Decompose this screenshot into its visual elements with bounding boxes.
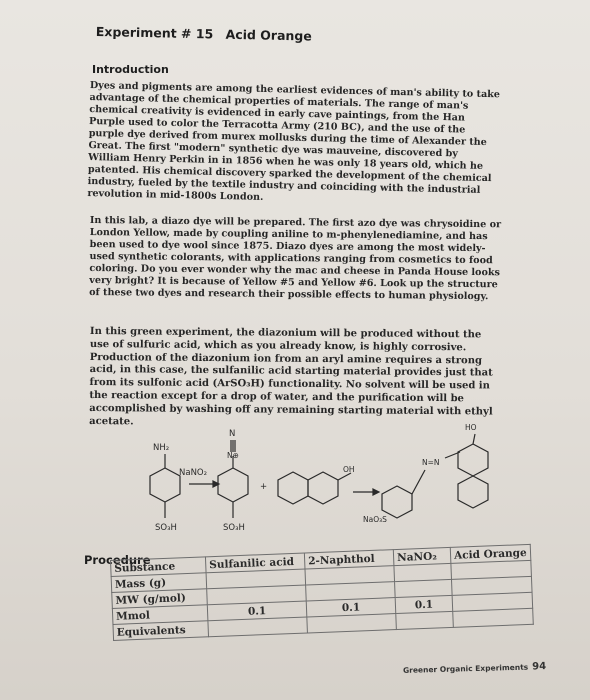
book-title: Greener Organic Experiments <box>402 662 529 675</box>
row-label-equivalents: Equivalents <box>113 621 209 641</box>
page-footer <box>403 661 546 676</box>
row-label-mmol: Mmol <box>112 605 208 625</box>
table-cell <box>453 608 533 627</box>
intro-paragraph-1: Dyes and pigments are among the earliest evidences of man's ability to take advantage of the chemical properties of materials. The range of man's chemical creativity is evidenced in early cave paintings, from the Han Purple used to color the Terracotta Army (210 BC), and the use of the purple dye derived from murex mollusks during the time of Alexander the Great. The first "modern" synthetic dye was mauveine, discovered by William Henry Perkin in in 1856 when he was only 18 years old, which he patented. His chemical discovery sparked the development of the chemical industry, fueled by the textile industry and coinciding with the industrial revolution in mid-1800s London. <box>87 80 501 203</box>
experiment-name: Acid Orange <box>225 26 312 44</box>
reagent-label: NaNO₂ <box>179 468 208 478</box>
table-cell <box>396 611 454 629</box>
diazonium-ring <box>218 468 248 502</box>
table-cell: 0.1 <box>207 601 307 621</box>
column-header-nano2: NaNO₂ <box>393 547 451 565</box>
procedure-heading: Procedure <box>84 553 151 567</box>
sulfonic-acid-label-1: SO₃H <box>155 523 177 533</box>
page-number: 94 <box>532 661 547 673</box>
table-cell: 0.1 <box>306 598 396 617</box>
product-benzene-ring <box>382 486 412 518</box>
row-label-mass: Mass (g) <box>111 573 207 593</box>
column-header-acid-orange: Acid Orange <box>450 544 530 563</box>
reaction-scheme-drawing <box>115 410 515 545</box>
naphthol-ring-right <box>308 472 338 504</box>
plus-sign: + <box>260 482 268 492</box>
product-hydroxyl-label: HO <box>465 423 477 432</box>
diazonium-n-label: N <box>229 429 236 439</box>
row-label-mw: MW (g/mol) <box>112 589 208 609</box>
diazonium-n-plus-label: N⊕ <box>227 451 239 460</box>
product-naphthyl-ring-top <box>458 444 488 476</box>
intro-paragraph-3: In this green experiment, the diazonium will be produced without the use of sulfuric acid, which as you already know, is highly corrosive. Production of the diazonium ion from an aryl amine requires a strong acid, in this case, the sulfanilic acid starting material provides just that from its sulfonic acid (ArSO₃H) functionality. No solvent will be used in the reaction except for a drop of water, and the purification will be accomplished by washing off any remaining starting material with ethyl acetate. <box>89 326 493 427</box>
naphthol-ring-left <box>278 472 308 504</box>
table-cell <box>307 614 397 633</box>
column-header-substance: Substance <box>111 557 207 577</box>
introduction-heading: Introduction <box>92 63 169 76</box>
column-header-sulfanilic-acid: Sulfanilic acid <box>205 553 305 573</box>
reagent-table <box>110 544 533 641</box>
azo-linkage-label: N=N <box>422 458 440 467</box>
intro-paragraph-2: In this lab, a diazo dye will be prepared. The first azo dye was chrysoidine or London Yellow, made by coupling aniline to m-phenylenediamine, and has been used to dye wool since 1875. Diazo dyes are among the most widely-used synthetic colorants, with applications ranging from cosmetics to food coloring. Do you ever wonder why the mac and cheese in Panda House looks very bright? It is because of Yellow #5 and Yellow #6. Look up the structure of these two dyes and research their possible effects to human physiology. <box>89 215 502 303</box>
column-header-2-naphthol: 2-Naphthol <box>304 550 394 569</box>
sulfanilic-acid-ring <box>150 468 180 502</box>
experiment-title <box>96 24 320 44</box>
hydroxyl-label: OH <box>343 465 355 474</box>
reaction-scheme <box>115 410 515 545</box>
product-naphthyl-ring-bottom <box>458 476 488 508</box>
sulfonate-label: NaO₃S <box>363 515 387 524</box>
table-cell: 0.1 <box>395 595 453 613</box>
table-cell <box>208 617 308 637</box>
sulfonic-acid-label-2: SO₃H <box>223 523 245 533</box>
amine-label: NH₂ <box>153 443 170 453</box>
experiment-number: Experiment # 15 <box>95 24 214 42</box>
